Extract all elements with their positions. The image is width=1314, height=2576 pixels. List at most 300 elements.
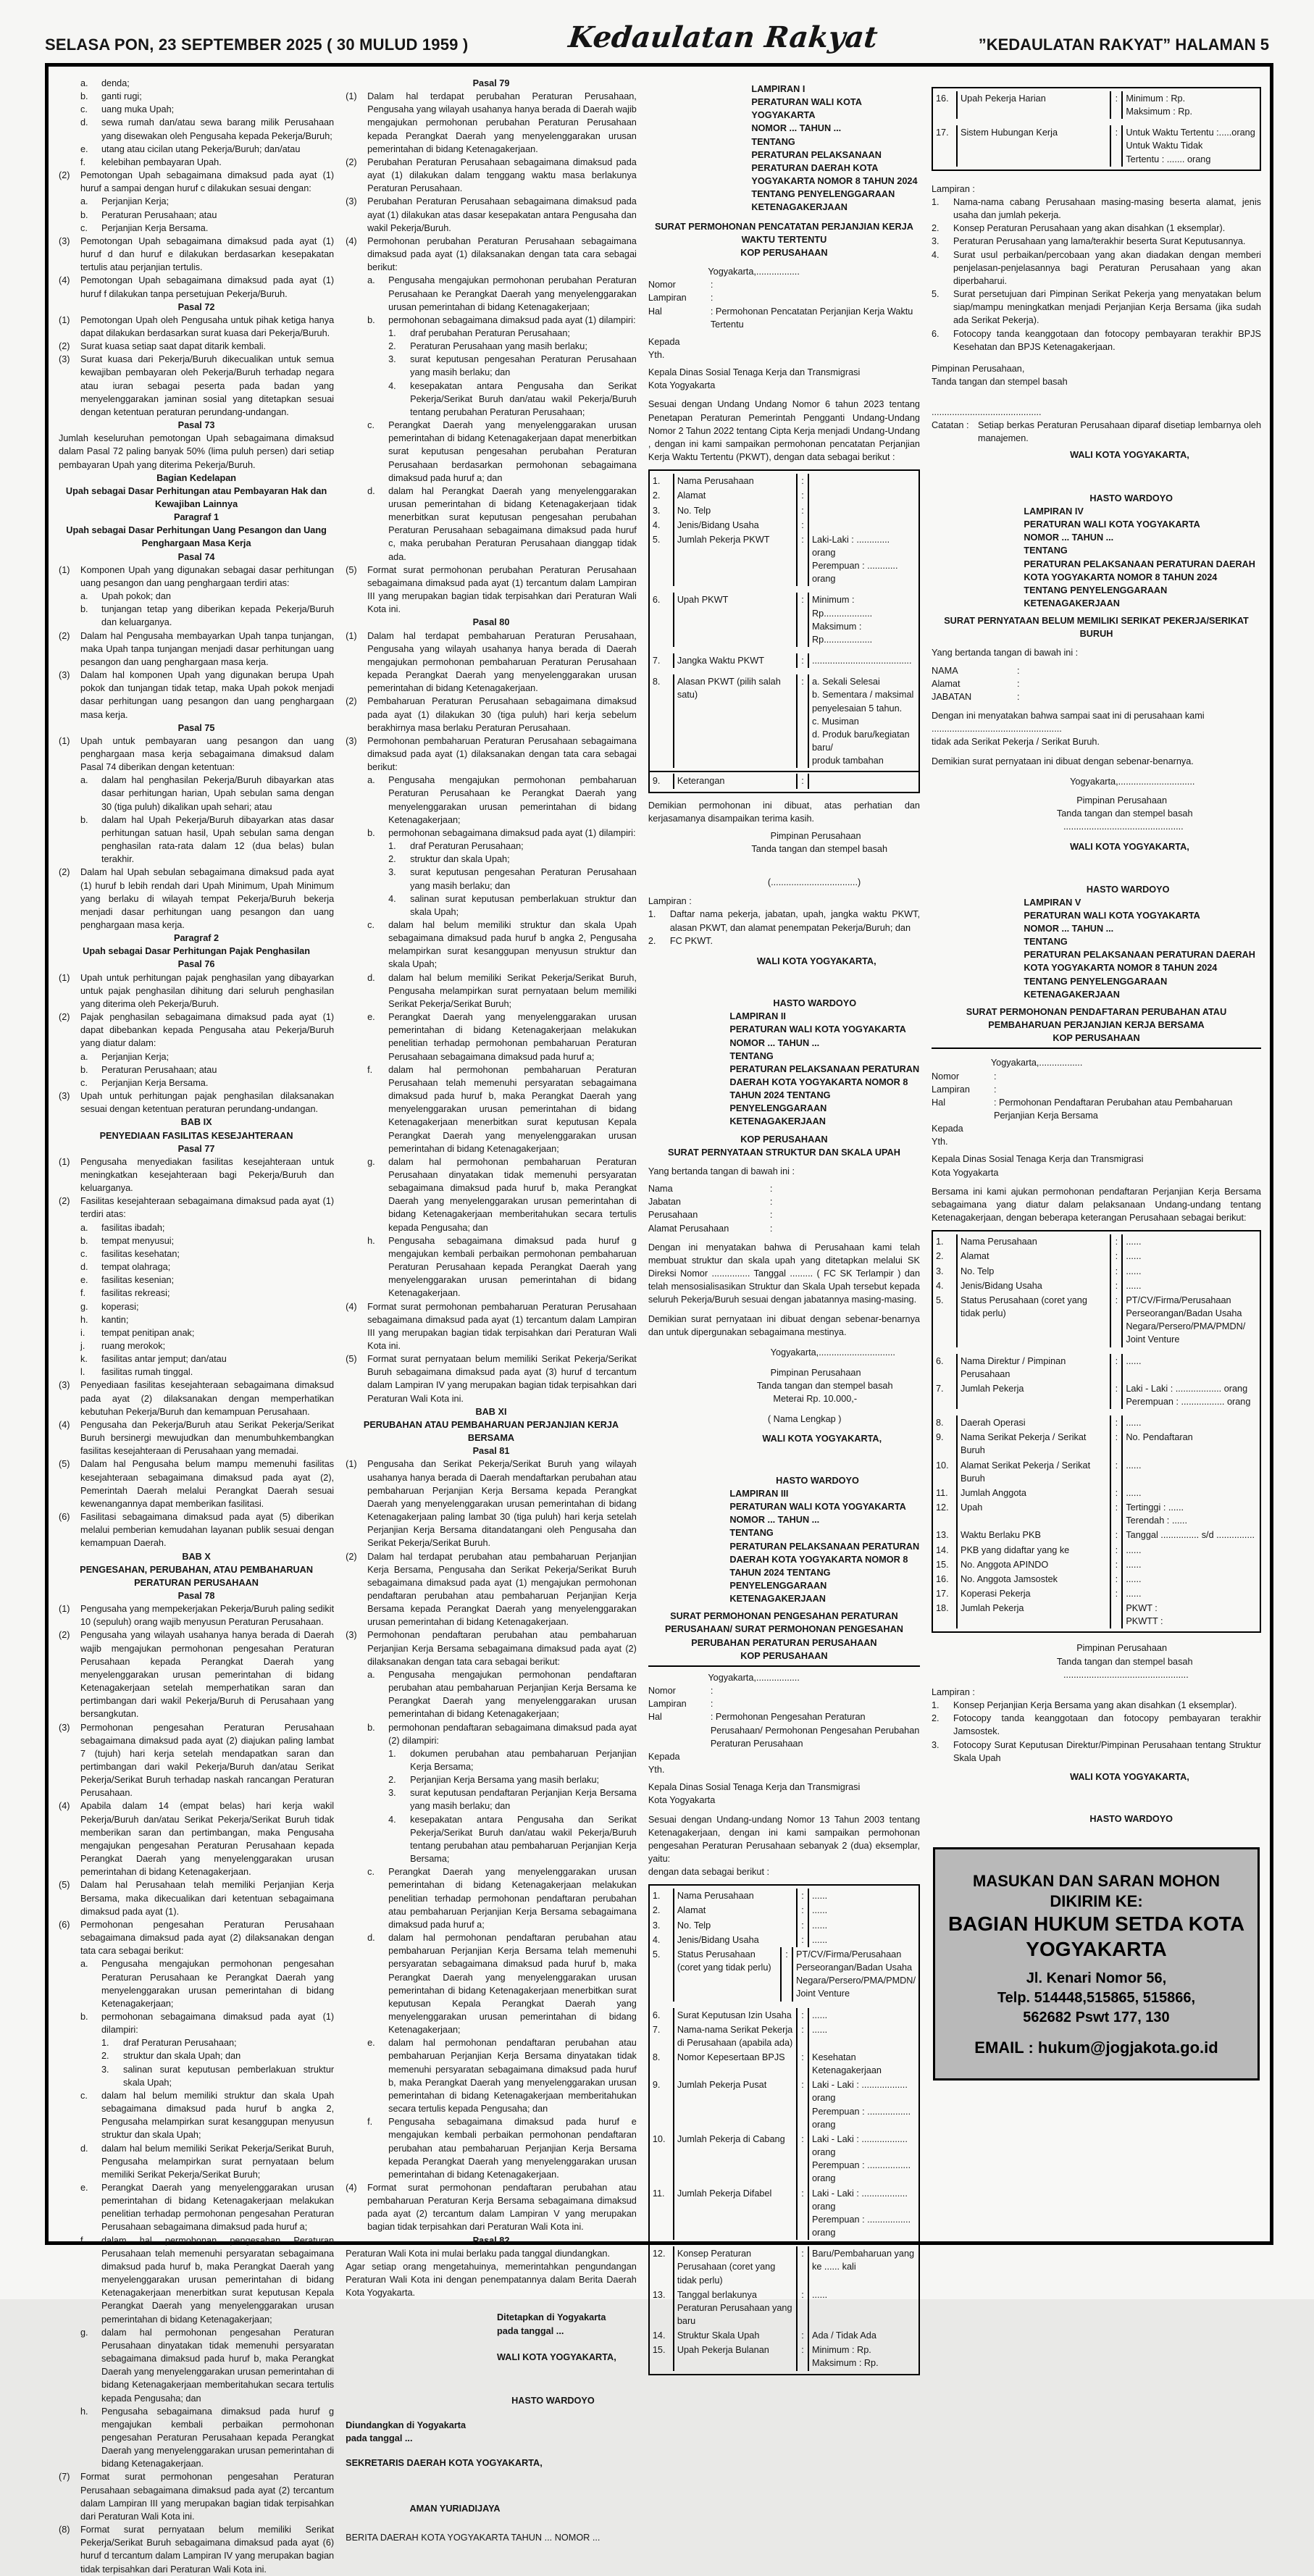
clause-text: Permohonan pendaftaran perubahan atau pembaharuan Perjanjian Kerja Bersama sebagaimana dimaksud pada ayat (2) dilaksanakan dengan tata cara sebagai berikut: — [367, 1630, 637, 1667]
divider-line — [932, 1047, 1261, 1049]
paragraph: Demikian permohonan ini dibuat, atas perhatian dan kerjasamanya disampaikan terima kasih. — [648, 800, 920, 824]
clause-number: e. — [80, 143, 88, 154]
row-value — [1123, 1234, 1260, 1249]
text-line: PERATURAN PELAKSANAAN PERATURAN DAERAH KOTA YOGYAKARTA NOMOR 8 TAHUN 2024 TENTANG PENYELENGGARAAN KETENAGAKERJAAN — [729, 1541, 920, 1605]
table-row — [650, 2132, 918, 2186]
clause-text: Pembaharuan Peraturan Perusahaan sebagaimana dimaksud pada ayat (1) dilakukan 30 (tiga puluh) hari kerja sebelum berakhirnya masa berlaku Peraturan Perusahaan. — [367, 696, 637, 733]
legal-clause — [648, 908, 920, 934]
clause-text: Pemotongan Upah sebagaimana dimaksud pada ayat (1) huruf d dan huruf e dilakukan berdasarkan kesepakatan tertulis atau perjanjian tertulis. — [80, 235, 335, 273]
value-line: Maksimum : Rp. — [1126, 106, 1192, 117]
table-row — [650, 2023, 918, 2050]
feedback-line: Telp. 514448,515865, 515866, — [997, 1990, 1196, 2007]
legal-clause — [80, 1326, 334, 1339]
legal-clause — [346, 1458, 637, 1550]
clause-text: Perjanjian Kerja Bersama yang masih berlaku; — [410, 1775, 600, 1786]
clause-text: Perangkat Daerah yang menyelenggarakan urusan pemerintahan di bidang Ketenagakerjaan melakukan penelitian terhadap permohonan pembaharuan Peraturan Perusahaan sebagaimana dimaksud pada huruf a; — [388, 1012, 637, 1062]
clause-text: Dalam hal terdapat perubahan Peraturan Perusahaan, Pengusaha yang wilayah usahanya hanya berada di Daerah wajib mengajukan permohonan perubahan Peraturan Perusahaan kepada Perangkat Daerah yang menyelenggarakan urusan pemerintahan di bidang Ketenagakerjaan. — [367, 91, 637, 154]
row-number: 17. — [933, 125, 958, 166]
clause-text: Perubahan Peraturan Perusahaan sebagaimana dimaksud pada ayat (1) dilakukan atas dasar kesepakatan antara Pengusaha dan wakil Pekerja/Buruh. — [367, 196, 637, 233]
clause-number: (5) — [346, 1354, 357, 1365]
section-heading: KOP PERUSAHAAN — [740, 1134, 828, 1145]
clause-number: d. — [367, 972, 375, 983]
field-label: Hal — [648, 306, 662, 317]
clause-text: Dalam hal terdapat pembaharuan Peraturan Perusahaan, Pengusaha yang wilayah usahanya hanya berada di Daerah mengajukan permohonan pembaharuan Peraturan Perusahaan kepada Perangkat Daerah yang menyelenggarakan urusan pemerintahan di bidang Ketenagakerjaan. — [367, 630, 637, 694]
form-table — [648, 469, 920, 793]
row-value — [1123, 1458, 1260, 1486]
text-line: dengan data sebagai berikut : — [648, 1867, 770, 1878]
clause-text: Fasilitas kesejahteraan sebagaimana dimaksud pada ayat (1) terdiri atas: — [80, 1196, 335, 1220]
row-colon: : — [1110, 1572, 1123, 1586]
text-line: Yth. — [648, 1765, 665, 1776]
field-label: Lampiran — [648, 293, 687, 304]
clause-text: Peraturan Perusahaan yang masih berlaku; — [410, 341, 587, 352]
field-value: : — [1017, 665, 1020, 676]
row-label: Nomor Kepesertaan BPJS — [677, 2052, 785, 2062]
legal-clause — [388, 1813, 637, 1866]
value-line: Minimum : Rp................... — [812, 595, 873, 619]
table-row — [933, 1234, 1260, 1249]
row-value — [809, 593, 918, 647]
field-label: Alamat — [932, 678, 961, 689]
spacer — [932, 1179, 1261, 1185]
legal-clause — [80, 116, 334, 142]
newspaper-logo: Kedaulatan Rakyat — [566, 20, 880, 54]
value-line: ...... — [812, 1891, 828, 1902]
clause-text: Perangkat Daerah yang menyelenggarakan urusan pemerintahan di bidang Ketenagakerjaan dapat menerbitkan surat keputusan pengesahan perubahan Peraturan Perusahaan berdasarkan permohonan sebagaimana dimaksud pada huruf a; dan — [388, 420, 637, 483]
row-number: 8. — [650, 2050, 674, 2078]
feedback-line: EMAIL : hukum@jogjakota.go.id — [974, 2038, 1218, 2057]
text-line: Lampiran : — [932, 183, 975, 194]
spacer — [648, 1159, 920, 1165]
text-line: NOMOR ... TAHUN ... — [729, 1037, 820, 1048]
clause-text: kesepakatan antara Pengusaha dan Serikat Pekerja/Serikat Buruh dan/atau wakil Pekerja/Buruh tentang perubahan atau pembaharuan Perjanjian Kerja Bersama; — [410, 1814, 637, 1865]
spacer — [932, 1765, 1261, 1770]
legal-clause — [59, 564, 334, 590]
clause-text: Pengusaha sebagaimana dimaksud pada huruf g mengajukan kembali perbaikan permohonan pengesahan Peraturan Perusahaan kepada Perangkat Daerah yang menyelenggarakan urusan pemerintahan di bidang Ketenagakerjaan. — [101, 2406, 335, 2470]
row-value — [1123, 91, 1260, 119]
text-line: TENTANG — [729, 1528, 774, 1539]
feedback-line: 562682 Pswt 177, 130 — [1023, 2010, 1170, 2026]
row-number: 6. — [933, 1354, 958, 1381]
field-value: : — [710, 1699, 714, 1710]
section-heading: Pasal 79 — [472, 78, 510, 88]
legal-clause — [367, 1011, 637, 1063]
field-value: : — [994, 1084, 997, 1095]
form-table — [932, 1230, 1261, 1633]
row-number: 7. — [650, 2023, 674, 2050]
legal-clause — [367, 1155, 637, 1234]
spacer — [648, 214, 920, 220]
clause-text: Dalam hal Pengusaha belum mampu memenuhi fasilitas kesejahteraan sebagaimana dimaksud pada ayat (2), Pemerintah Daerah melalui Perangkat Daerah sesuai kewenangannya dapat memberikan fasilitasi. — [80, 1459, 335, 1509]
legal-clause — [101, 2036, 334, 2049]
row-value — [1123, 125, 1260, 166]
row-number: 6. — [650, 2008, 674, 2023]
clause-number: c. — [80, 1077, 88, 1088]
clause-number: (3) — [346, 735, 357, 746]
spacer — [346, 2407, 637, 2419]
row-label: Jumlah Pekerja — [961, 1383, 1024, 1394]
table-row — [650, 674, 918, 768]
clause-number: 2. — [388, 1775, 396, 1786]
clause-number: h. — [367, 1235, 375, 1246]
value-line: b. Sementara / maksimal — [812, 690, 914, 701]
table-row — [933, 1601, 1260, 1628]
legal-clause — [80, 1050, 334, 1063]
section-heading: Pasal 81 — [472, 1446, 510, 1457]
legal-clause — [80, 2010, 334, 2036]
clause-number: 4. — [388, 380, 396, 391]
row-colon: : — [796, 1903, 809, 1918]
clause-number: a. — [367, 275, 375, 286]
spacer — [648, 968, 920, 997]
clause-number: d. — [367, 485, 375, 496]
clause-number: i. — [80, 1327, 85, 1338]
field-label: Nomor — [932, 1071, 960, 1082]
table-row — [650, 2288, 918, 2328]
text-line: LAMPIRAN I — [751, 84, 805, 94]
spacer — [346, 2299, 637, 2311]
text-line: NOMOR ... TAHUN ... — [1024, 923, 1114, 934]
clause-text: Upah untuk perhitungan pajak penghasilan yang dibayarkan untuk pajak penghasilan dihitung dari seluruh penghasilan yang diterima oleh Pekerja/Buruh. — [80, 972, 335, 1009]
value-line: Kesehatan — [812, 2052, 856, 2062]
clause-text: tempat penitipan anak; — [101, 1327, 195, 1338]
clause-text: permohonan pendaftaran sebagaimana dimaksud pada ayat (2) dilampiri: — [388, 1722, 637, 1746]
value-line: ...... — [812, 1905, 828, 1916]
clause-number: 6. — [932, 328, 940, 339]
clause-text: Permohonan pengesahan Peraturan Perusahaan sebagaimana dimaksud pada ayat (2) diajukan paling lambat 7 (tujuh) hari kerja setelah mendapatkan saran dan pertimbangan dari wakil Pekerja/Buruh dan/atau Serikat Pekerja/Serikat Buruh terhadap naskah rancangan Peraturan Perusahaan. — [80, 1722, 335, 1799]
row-number: 9. — [650, 774, 674, 788]
row-colon: : — [1110, 1486, 1123, 1500]
legal-clause — [80, 1300, 334, 1313]
row-number: 4. — [650, 1933, 674, 1947]
table-row — [933, 1543, 1260, 1557]
legal-clause — [367, 919, 637, 971]
table-row — [650, 2050, 918, 2078]
clause-number: (1) — [59, 1156, 70, 1167]
clause-number: a. — [367, 775, 375, 786]
field-value: : — [710, 293, 714, 304]
text-line: WALI KOTA YOGYAKARTA, — [756, 955, 876, 966]
row-colon: : — [796, 2078, 809, 2132]
field-label: JABATAN — [932, 691, 972, 702]
legal-clause — [80, 1957, 334, 2010]
table-row — [650, 2008, 918, 2023]
spacer — [932, 703, 1261, 709]
clause-text: koperasi; — [101, 1301, 139, 1312]
text-line: Yogyakarta,.............................. — [1070, 776, 1195, 787]
clause-text: Fotocopy tanda keanggotaan dan fotocopy pembayaran terakhir Jamsostek. — [953, 1713, 1261, 1737]
text-line: ( Nama Lengkap ) — [767, 1414, 842, 1425]
clause-text: uang muka Upah; — [101, 104, 175, 115]
row-number: 10. — [933, 1458, 958, 1486]
clause-text: Pengusaha yang wilayah usahanya hanya berada di Daerah wajib mengajukan permohonan pengesahan Peraturan Perusahaan kepada Perangkat Daerah yang menyelenggarakan urusan pemerintahan di bidang Ketenagakerjaan setelah memperhatikan saran dan pertimbangan dari wakil Pekerja/Buruh di Perusahaan yang bersangkutan. — [80, 1630, 335, 1720]
row-colon: : — [1110, 125, 1123, 166]
clause-text: fasilitas kesehatan; — [101, 1248, 180, 1259]
value-line: PT/CV/Firma/Perusahaan — [796, 1949, 902, 1960]
row-label: Waktu Berlaku PKB — [961, 1530, 1041, 1541]
clause-text: Dalam hal komponen Upah yang digunakan berupa Upah pokok dan tunjangan tidak tetap, maka Upah pokok menjadi dasar perhitungan uang pesangon dan uang penghargaan masa kerja. — [80, 670, 335, 720]
clause-text: Format surat permohonan perubahan Peraturan Perusahaan sebagaimana dimaksud pada ayat (1) tercantum dalam Lampiran III yang merupakan bagian tidak terpisahkan dari Peraturan Wali Kota ini. — [367, 564, 637, 615]
clause-text: dokumen perubahan atau pembaharuan Perjanjian Kerja Bersama; — [410, 1748, 637, 1772]
clause-number: (2) — [59, 1012, 70, 1023]
row-colon: : — [1110, 1293, 1123, 1347]
value-line: ...... — [812, 2024, 828, 2035]
legal-clause — [59, 1379, 334, 1418]
spacer — [648, 392, 920, 398]
page-header — [45, 20, 1269, 54]
clause-text: Pengusaha dan Serikat Pekerja/Serikat Buruh yang wilayah usahanya hanya berada di Daerah mendaftarkan perubahan atau pembaharuan Perjanjian Kerja Bersama kepada Perangkat Daerah yang menyelenggarakan urusan pemerintahan di bidang Ketenagakerjaan paling lambat 30 (tiga puluh) hari kerja setelah Perjanjian Kerja Bersama ditandatangani oleh Pengusaha dan Serikat Pekerja/Serikat Buruh. — [367, 1459, 637, 1549]
clause-number: b. — [80, 1064, 88, 1075]
legal-clause — [388, 892, 637, 919]
spacer — [932, 749, 1261, 755]
legal-clause — [59, 1458, 334, 1510]
text-line: WALI KOTA YOGYAKARTA, — [497, 2351, 616, 2362]
spacer — [346, 2364, 637, 2394]
field-value: : — [710, 280, 714, 290]
spacer — [932, 177, 1261, 183]
spacer — [932, 461, 1261, 492]
legal-clause — [346, 1628, 637, 1668]
value-line: Terendah : ...... — [1126, 1515, 1187, 1526]
text-line: Kota Yogyakarta — [932, 1167, 999, 1178]
field-row — [932, 1070, 1261, 1083]
table-row — [933, 1557, 1260, 1572]
row-colon: : — [796, 593, 809, 647]
field-row — [648, 1684, 920, 1697]
text-line: Yogyakarta,................. — [990, 1058, 1083, 1069]
value-line: c. Musiman — [812, 716, 859, 727]
row-colon: : — [1110, 1500, 1123, 1528]
clause-number: (4) — [59, 275, 70, 286]
clause-text: Peraturan Perusahaan; atau — [101, 1064, 217, 1075]
text-line: Yang bertanda tangan di bawah ini : — [932, 648, 1079, 658]
row-colon: : — [796, 2328, 809, 2343]
field-label: NAMA — [932, 665, 958, 676]
legal-clause — [59, 1602, 334, 1628]
clause-number: (2) — [59, 867, 70, 878]
row-label: Jumlah Pekerja di Cabang — [677, 2133, 785, 2144]
value-line: ...... — [1126, 1418, 1142, 1429]
text-line: tidak ada Serikat Pekerja / Serikat Buruh. — [932, 737, 1100, 748]
value-line: PKWT : — [1126, 1603, 1158, 1614]
text-line: Tanda tangan dan stempel basah — [1056, 808, 1193, 819]
legal-clause — [367, 774, 637, 827]
clause-number: g. — [80, 2327, 88, 2338]
row-value — [1123, 1572, 1260, 1586]
legal-clause — [59, 1418, 334, 1458]
clause-text: dalam hal penghasilan Pekerja/Buruh dibayarkan atas dasar perhitungan harian, Upah sebulan sama dengan 30 (tiga puluh) dikalikan upah sehari; atau — [101, 775, 335, 812]
value-line: Tertinggi : ...... — [1126, 1502, 1184, 1513]
row-colon: : — [1110, 1381, 1123, 1409]
clause-number: f. — [367, 2117, 373, 2128]
table-row — [650, 1903, 918, 1918]
row-value — [809, 2050, 918, 2078]
clause-text: Upah pokok; dan — [101, 591, 171, 602]
clause-text: Pengusaha mengajukan permohonan pembaharuan Peraturan Perusahaan ke Perangkat Daerah yang menyelenggarakan urusan pemerintahan di bidang Ketenagakerjaan; — [388, 775, 637, 825]
clause-text: Pengusaha dan Pekerja/Buruh atau Serikat Pekerja/Serikat Buruh bersinergi mewujudkan dan menumbuhkembangkan fasilitas kesejahteraan di Perusahaan yang memadai. — [80, 1419, 335, 1457]
value-line: Perseorangan/Badan Usaha — [796, 1962, 913, 1973]
value-line: Maksimum : Rp................... — [812, 621, 873, 645]
legal-clause — [80, 1076, 334, 1090]
clause-number: (7) — [59, 2472, 70, 2483]
legal-clause — [80, 90, 334, 103]
table-row — [650, 518, 918, 532]
field-row — [648, 1697, 920, 1710]
text-line: Kepala Dinas Sosial Tenaga Kerja dan Transmigrasi — [648, 367, 861, 378]
text-line: AMAN YURIADIJAYA — [409, 2503, 501, 2514]
legal-clause — [59, 2470, 334, 2523]
paragraph: Sesuai dengan Undang-undang Nomor 13 Tahun 2003 tentang Ketenagakerjaan, dengan ini kami sampaikan permohonan pengesahan Peraturan Perusahaan sebanyak 2 (dua) eksemplar, yaitu: — [648, 1814, 920, 1864]
value-line: ...... — [812, 1934, 828, 1945]
spacer — [648, 77, 920, 83]
clause-text: Upah untuk pembayaran uang pesangon dan uang penghargaan masa kerja sebagaimana dimaksud dalam Pasal 74 diberikan dengan ketentuan: — [80, 735, 335, 773]
value-line: Minimum : Rp. — [812, 2345, 871, 2356]
text-line: ................................................. — [1063, 1669, 1189, 1680]
clause-number: (1) — [59, 1604, 70, 1615]
spacer — [932, 640, 1261, 646]
clause-number: e. — [80, 2183, 88, 2193]
clause-number: d. — [80, 2143, 88, 2154]
clause-number: h. — [80, 1314, 88, 1325]
legal-clause — [80, 77, 334, 90]
clause-number: a. — [80, 1959, 88, 1970]
clause-number: 2. — [648, 935, 656, 946]
clause-text: dalam hal permohonan pembaharuan Peraturan Perusahaan telah memenuhi persyaratan sebagaimana dimaksud pada huruf b, maka Perangkat Daerah yang menyelenggarakan urusan pemerintahan di bidang Ketenagakerjaan menerbitkan surat keputusan Kepala Perangkat Daerah yang menyelenggarakan urusan pemerintahan di bidang Ketenagakerjaan; — [388, 1064, 637, 1154]
legal-clause — [346, 235, 637, 274]
row-colon: : — [796, 488, 809, 503]
text-line: Pimpinan Perusahaan — [770, 1367, 861, 1378]
legal-clause — [80, 156, 334, 169]
row-number: 13. — [650, 2288, 674, 2328]
clause-text: Perjanjian Kerja Bersama. — [101, 222, 209, 233]
clause-text: surat keputusan pengesahan Peraturan Perusahaan yang masih berlaku; dan — [410, 867, 637, 891]
clause-number: b. — [80, 814, 88, 825]
clause-text: Fasilitasi sebagaimana dimaksud pada ayat (5) diberikan melalui pemberian kemudahan layanan publik sesuai dengan kemampuan Daerah. — [80, 1512, 335, 1549]
clause-number: (3) — [59, 1380, 70, 1391]
clause-text: Fotocopy Surat Keputusan Direktur/Pimpinan Perusahaan tentang Struktur Skala Upah — [953, 1739, 1261, 1763]
legal-clause — [59, 2523, 334, 2576]
legal-clause — [388, 1773, 637, 1786]
clause-text: fasilitas ibadah; — [101, 1222, 165, 1233]
row-value — [809, 2186, 918, 2241]
legal-clause — [932, 1699, 1261, 1712]
value-line: Laki-Laki : ............. orang — [812, 534, 890, 558]
value-line — [812, 519, 916, 530]
legal-clause — [80, 2234, 334, 2326]
section-heading: PENGESAHAN, PERUBAHAN, ATAU PEMBAHARUAN PERATURAN PERUSAHAAN — [80, 1564, 314, 1588]
row-value — [793, 1947, 918, 2002]
row-value — [1123, 1601, 1260, 1628]
legal-clause — [80, 1287, 334, 1300]
legal-clause — [388, 340, 637, 353]
value-line: ...... — [1126, 1589, 1142, 1599]
clause-text: salinan surat keputusan pemberlakuan struktur dan skala Upah; — [410, 893, 637, 917]
legal-clause — [388, 1786, 637, 1812]
section-heading: Upah sebagai Dasar Perhitungan Uang Pesangon dan Uang Penghargaan Masa Kerja — [66, 525, 327, 549]
legal-clause — [59, 235, 334, 274]
row-colon — [1110, 1601, 1123, 1628]
legal-clause — [367, 1931, 637, 2036]
text-line: Yth. — [648, 349, 665, 360]
row-label: Upah PKWT — [677, 595, 729, 606]
clause-text: tunjangan tetap yang diberikan kepada Pekerja/Buruh dan keluarganya. — [101, 604, 335, 628]
row-number: 3. — [650, 503, 674, 518]
clause-text: fasilitas rekreasi; — [101, 1288, 170, 1299]
row-number: 16. — [933, 91, 958, 119]
legal-clause — [80, 1260, 334, 1274]
section-heading: KOP PERUSAHAAN — [740, 247, 828, 258]
value-line: ...... — [812, 2010, 828, 2020]
legal-clause — [59, 1878, 334, 1918]
spacer — [648, 1235, 920, 1241]
row-label: Status Perusahaan (coret yang tidak perlu) — [961, 1295, 1087, 1319]
text-line: PERATURAN WALI KOTA YOGYAKARTA — [1024, 519, 1200, 530]
clause-number: (1) — [346, 1459, 357, 1470]
clause-number: (6) — [59, 1919, 70, 1930]
section-heading: Pasal 77 — [177, 1143, 215, 1154]
clause-number: (1) — [346, 91, 357, 102]
value-line: Untuk Waktu Tertentu :.....orang — [1126, 127, 1255, 138]
table-row — [650, 2343, 918, 2370]
value-line: Perseorangan/Badan Usaha — [1126, 1308, 1242, 1319]
row-value — [809, 2288, 918, 2328]
spacer — [932, 788, 1261, 794]
clause-number: 2. — [932, 223, 940, 234]
value-line: Joint Venture — [796, 1989, 850, 1999]
value-line: Perempuan : ................. orang — [812, 2160, 911, 2184]
value-line: Laki - Laki : .................. orang — [1126, 1383, 1248, 1394]
row-colon: : — [796, 653, 809, 668]
clause-number: (2) — [346, 696, 357, 707]
clause-number: (1) — [59, 735, 70, 746]
clause-text: surat keputusan pengesahan Peraturan Perusahaan yang masih berlaku; dan — [410, 354, 637, 378]
clause-text: dalam hal permohonan pengesahan Peraturan Perusahaan dinyatakan tidak memenuhi persyaratan sebagaimana dimaksud pada huruf b, maka Perangkat Daerah yang menyelenggarakan urusan pemerintahan di bidang Ketenagakerjaan memberitahukan secara tertulis kepada Pengusaha; dan — [101, 2327, 335, 2404]
row-label: No. Anggota APINDO — [961, 1559, 1049, 1570]
text-line: Diundangkan di Yogyakarta — [346, 2420, 466, 2431]
field-row — [932, 677, 1261, 690]
row-colon: : — [1110, 1354, 1123, 1381]
row-label: Struktur Skala Upah — [677, 2330, 760, 2341]
table-row — [933, 1528, 1260, 1542]
legal-clause — [59, 340, 334, 353]
clause-number: (5) — [59, 1880, 70, 1891]
clause-number: (5) — [59, 1459, 70, 1470]
field-label: Hal — [648, 1712, 662, 1723]
field-value: : — [769, 1184, 773, 1195]
text-line: HASTO WARDOYO — [1089, 1814, 1173, 1825]
row-number: 12. — [933, 1500, 958, 1528]
clause-number: 5. — [932, 289, 940, 300]
spacer — [932, 854, 1261, 883]
row-number: 7. — [933, 1381, 958, 1409]
row-value — [809, 774, 918, 788]
clause-number: f. — [80, 156, 86, 167]
clause-text: Pengusaha mengajukan permohonan pengesahan Peraturan Perusahaan ke Perangkat Daerah yang menyelenggarakan urusan pemerintahan di bidang Ketenagakerjaan; — [101, 1959, 335, 2009]
value-line: produk tambahan — [812, 756, 884, 766]
clause-text: dalam hal belum memiliki Serikat Pekerja/Serikat Buruh, Pengusaha melampirkan surat pernyataan belum memiliki Serikat Pekerja/Serikat Buruh; — [101, 2143, 335, 2180]
section-heading: Pasal 76 — [177, 959, 215, 970]
row-label: Nama Serikat Pekerja / Serikat Buruh — [961, 1432, 1087, 1456]
legal-clause — [59, 866, 334, 932]
row-value — [1123, 1293, 1260, 1347]
legal-clause — [59, 1011, 334, 1050]
row-number: 11. — [933, 1486, 958, 1500]
table-row — [650, 2078, 918, 2132]
value-line: Joint Venture — [1126, 1334, 1180, 1345]
clause-text: fasilitas rumah tinggal. — [101, 1367, 193, 1378]
legal-clause — [367, 274, 637, 313]
section-heading: KOP PERUSAHAAN — [1053, 1033, 1140, 1044]
